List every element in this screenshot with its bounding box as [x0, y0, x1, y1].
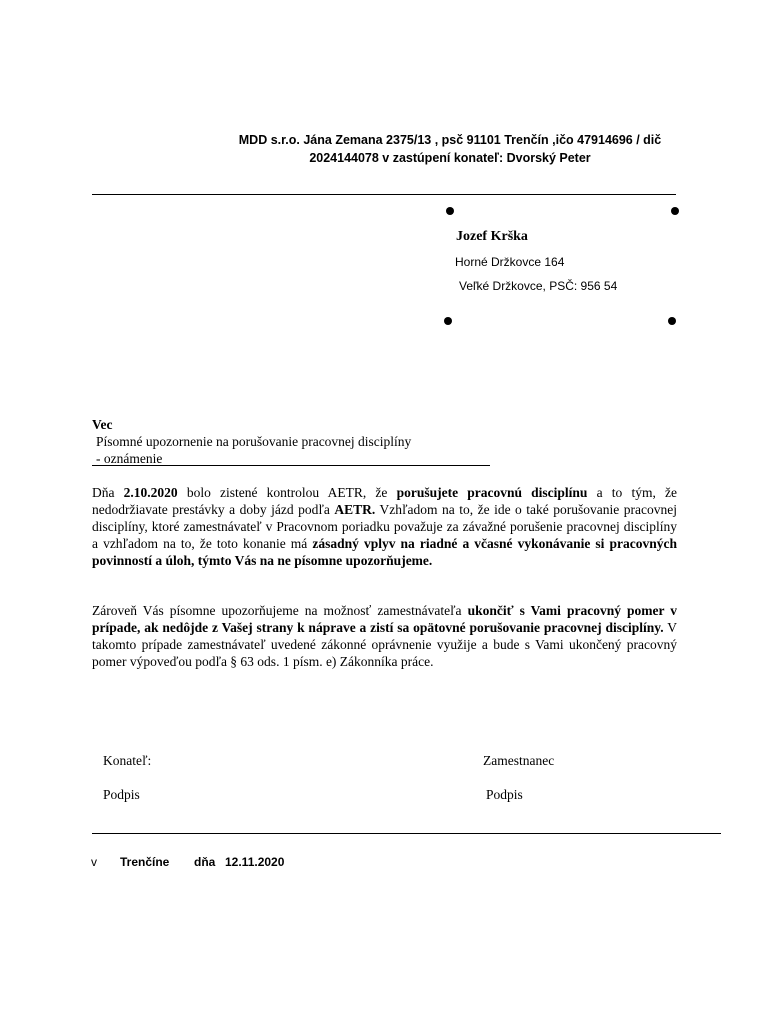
footer-prefix: v	[91, 855, 97, 869]
paragraph-run: a to tým, že nedodržiavate prestávky a doby jázd podľa	[92, 485, 677, 517]
paragraph-run: ukončiť s Vami pracovný pomer v prípade, ak nedôjde z Vašej strany k náprave a zistí sa opätovné porušovanie pracovnej disciplíny.	[92, 603, 677, 635]
recipient-street: Horné Držkovce 164	[455, 255, 565, 269]
subject-underline	[92, 465, 490, 466]
paragraph-run: zásadný vplyv na riadné a včasné vykonávanie si pracovných povinností a úloh, týmto Vás na ne písomne upozorňujeme.	[92, 536, 677, 568]
footer-date-label: dňa	[194, 855, 216, 869]
company-header-line1: MDD s.r.o. Jána Zemana 2375/13 , psč 91101 Trenčín ,ičo 47914696 / dič	[238, 133, 662, 147]
paragraph-run: bolo zistené kontrolou AETR, že	[177, 485, 397, 500]
signature-left-label: Konateľ:	[103, 753, 152, 768]
paragraph-run: porušujete pracovnú disciplínu	[396, 485, 588, 500]
subject-block	[92, 416, 492, 467]
footer-place: Trenčíne	[120, 855, 170, 869]
recipient-city: Veľké Držkovce, PSČ: 956 54	[459, 279, 618, 293]
paragraph-run: AETR.	[334, 502, 376, 517]
paragraph-run: Vzhľadom na to, že ide o také porušovanie pracovnej disciplíny, ktoré zamestnávateľ v Pracovnom poriadku považuje za závažné porušenie pracovnej disciplíny a vzhľadom na to, že toto konanie má	[92, 502, 677, 551]
signature-left-sign: Podpis	[103, 787, 140, 802]
signature-right-sign: Podpis	[486, 787, 523, 802]
address-corner-marker	[668, 317, 676, 325]
subject-title: Písomné upozornenie na porušovanie pracovnej disciplíny	[96, 434, 412, 449]
body-paragraph-2	[92, 602, 677, 670]
subject-label: Vec	[92, 417, 113, 432]
recipient-name: Jozef Krška	[456, 229, 528, 244]
address-corner-marker	[444, 317, 452, 325]
footer-date: 12.11.2020	[225, 855, 285, 869]
company-header	[220, 131, 680, 167]
header-divider	[92, 194, 676, 195]
paragraph-run: 2.10.2020	[123, 485, 178, 500]
address-corner-marker	[671, 207, 679, 215]
signature-divider	[92, 833, 721, 834]
paragraph-run: V takomto prípade zamestnávateľ uvedené zákonné oprávnenie využije a bude s Vami ukončený pracovný pomer výpoveďou podľa § 63 ods. 1 písm. e) Zákonníka práce.	[92, 620, 677, 669]
body-paragraph-1	[92, 484, 677, 569]
subject-subtitle: - oznámenie	[96, 451, 163, 466]
company-header-line2: 2024144078 v zastúpení konateľ: Dvorský Peter	[309, 151, 591, 165]
paragraph-run: Zároveň Vás písomne upozorňujeme na možnosť zamestnávateľa	[92, 603, 468, 618]
signature-right-label: Zamestnanec	[483, 753, 555, 768]
address-corner-marker	[446, 207, 454, 215]
paragraph-run: Dňa	[92, 485, 124, 500]
